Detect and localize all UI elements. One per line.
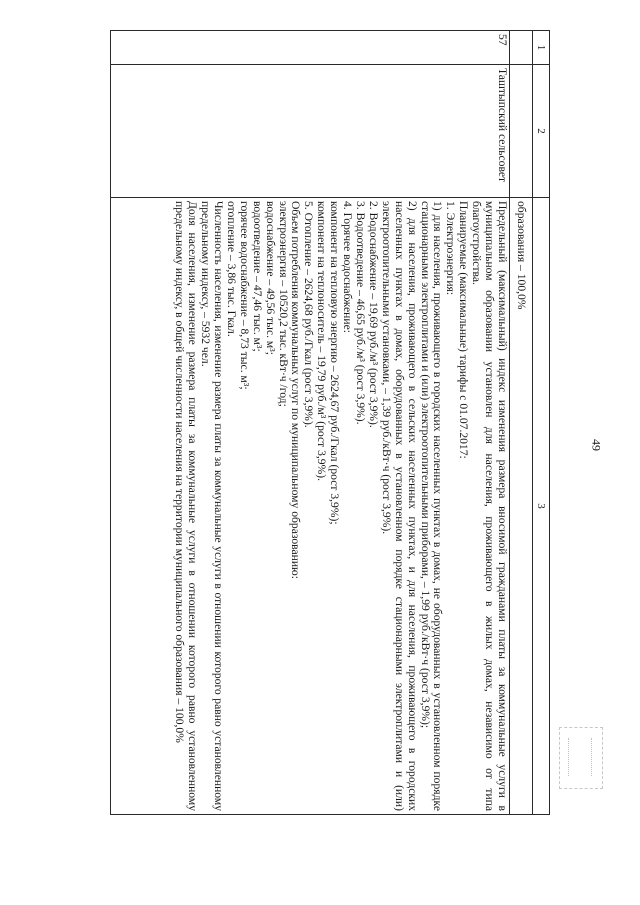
description-line: водоотведение – 47,46 тыс. м³; [250, 201, 264, 352]
description-line: 3. Водоотведение – 46,65 руб./м³ (рост 3,9%). [354, 201, 368, 425]
description-line: Численность населения, изменение размера платы за коммунальные услуги в отношении которого равно установленному предельному индексу, – 5932 чел. [199, 201, 226, 811]
description-line: 1) для населения, проживающего в городских населенных пунктах в домах, не оборудованных в установленном порядке стационарными электроплитами и (или) электроотопительными приборами, – 1,99 руб./кВт·ч (рост 3,9%); [418, 201, 445, 811]
description-line: водоснабжение – 49,56 тыс. м³; [263, 201, 277, 355]
description-line: Доля населения, изменение размера платы за коммунальные услуги в отношении которого равно установленному предельному индексу, в общей численности населения на территории муниципального образования – 100,0% [173, 201, 200, 811]
row-description [111, 198, 510, 815]
continuation-text: образования – 100,0% [510, 198, 533, 815]
table-header-row [533, 31, 550, 815]
header-col-1: 1 [533, 31, 550, 65]
description-line: 4. Горячее водоснабжение: [341, 201, 355, 333]
description-line: 2) для населения, проживающего в сельских населенных пунктах, и для населения, проживающего в городских населенных пунктах в домах, оборудованных в установленном порядке стационарными электроплитами и (или) электроотопительными установками, – 1,39 руб./кВт·ч (рост 3,9%). [379, 201, 419, 811]
faint-stamp-mark [559, 727, 603, 789]
rotated-table-container [110, 30, 550, 815]
description-line: Предельный (максимальный) индекс изменения размера вносимой гражданами платы за коммунальные услуги в муниципальном образовании установлен для населения, проживающего в жилых домах, независимо от типа благоустройства. [470, 201, 509, 811]
header-col-2: 2 [533, 65, 550, 198]
table-row [111, 31, 510, 815]
description-line: 2. Водоснабжение – 19,69 руб./м³ (рост 3,9%). [366, 201, 380, 428]
description-line: 1. Электроэнергия: [444, 201, 458, 296]
tariff-table [110, 30, 550, 815]
continuation-empty-1 [510, 31, 533, 65]
description-line: компонент на теплоноситель – 19,79 руб./м³ (рост 3,9%). [315, 201, 329, 482]
description-line: электроэнергия – 10520,2 тыс. кВт·ч /год; [276, 201, 290, 407]
description-line: компонент на тепловую энергию – 2624,67 руб./Гкал (рост 3,9%); [328, 201, 342, 525]
description-line: 5. Отопление – 2624,68 руб./Гкал (рост 3,9%). [302, 201, 316, 428]
row-number: 57 [111, 31, 510, 65]
continuation-row [510, 31, 533, 815]
description-line: горячее водоснабжение – 8,73 тыс. м³; [237, 201, 251, 390]
page-number: 49 [589, 439, 604, 451]
description-line: Объем потребления коммунальных услуг по муниципальному образованию: [289, 201, 303, 579]
description-line: отопление – 3,86 тыс. Гкал. [224, 201, 238, 337]
row-municipality-name: Таштыпский сельсовет [111, 65, 510, 198]
header-col-3: 3 [533, 198, 550, 815]
continuation-empty-2 [510, 65, 533, 198]
description-line: Планируемые (максимальные) тарифы с 01.07.2017: [457, 201, 471, 459]
